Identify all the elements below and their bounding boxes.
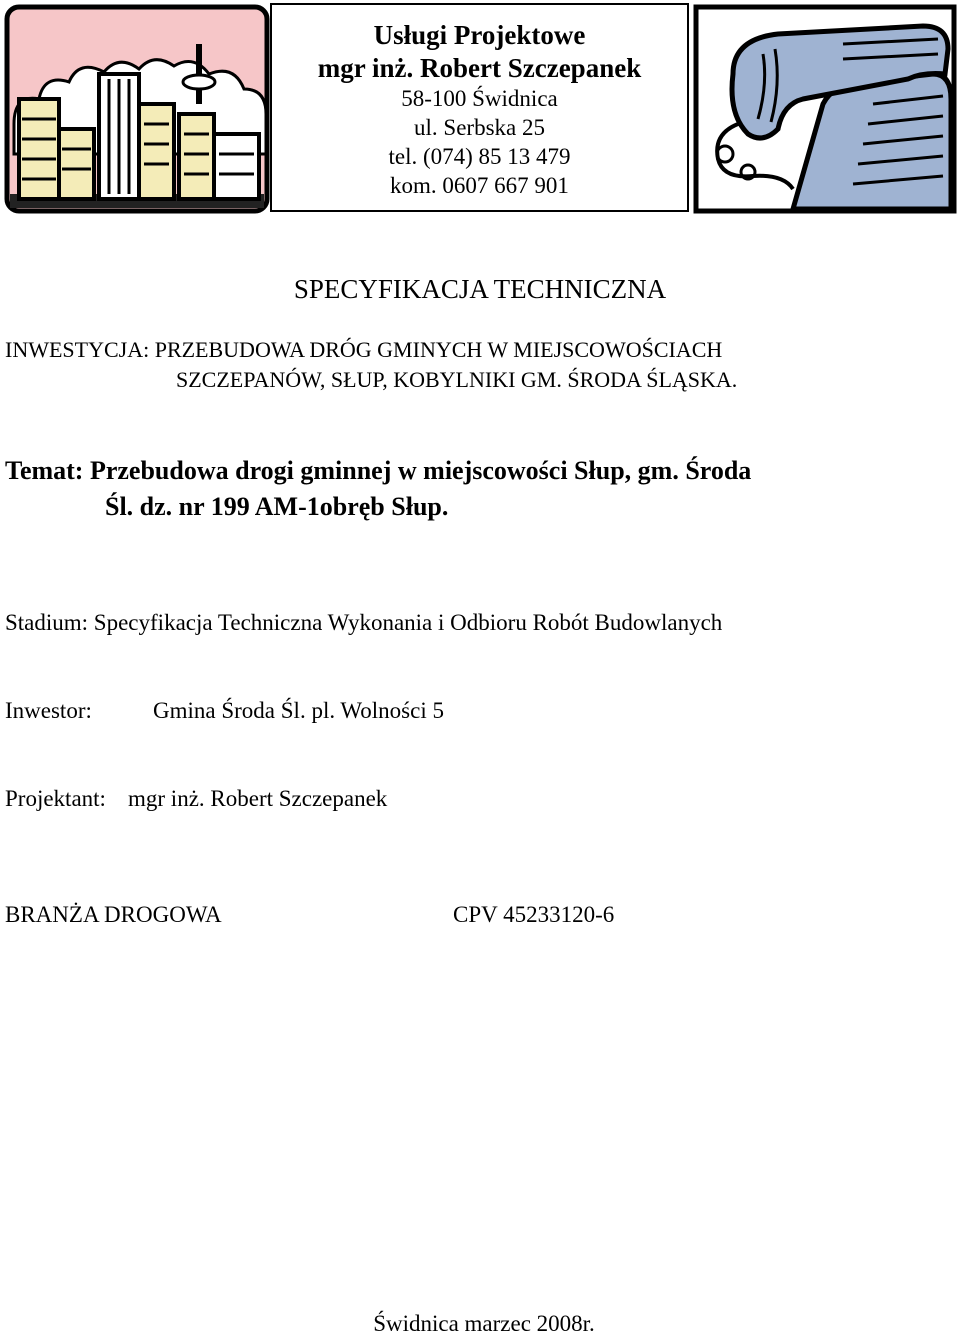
designer-label: Projektant: <box>5 786 106 811</box>
topic-line-1: Temat: Przebudowa drogi gminnej w miejscowości Słup, gm. Środa <box>5 456 752 485</box>
designer-value: mgr inż. Robert Szczepanek <box>128 786 388 811</box>
company-owner: mgr inż. Robert Szczepanek <box>317 53 642 83</box>
stadium-text: Stadium: Specyfikacja Techniczna Wykonania i Odbioru Robót Budowlanych <box>5 610 723 635</box>
company-name: Usługi Projektowe <box>373 20 586 50</box>
investor-value: Gmina Środa Śl. pl. Wolności 5 <box>153 698 444 723</box>
investor-label: Inwestor: <box>5 698 92 723</box>
company-street: ul. Serbska 25 <box>414 115 545 140</box>
company-header-box <box>270 3 689 212</box>
footer-place-date: Świdnica marzec 2008r. <box>373 1311 595 1336</box>
investment-line-2: SZCZEPANÓW, SŁUP, KOBYLNIKI GM. ŚRODA ŚLĄSKA. <box>176 367 738 392</box>
cpv-code: CPV 45233120-6 <box>453 902 615 927</box>
company-city: 58-100 Świdnica <box>401 86 558 111</box>
telephone-icon <box>693 4 957 214</box>
branch-text: BRANŻA DROGOWA <box>5 902 222 927</box>
topic-line-2: Śl. dz. nr 199 AM-1obręb Słup. <box>105 492 449 521</box>
document-title: SPECYFIKACJA TECHNICZNA <box>293 274 667 304</box>
city-skyline-icon <box>4 4 270 214</box>
company-mobile: kom. 0607 667 901 <box>390 173 569 198</box>
company-phone: tel. (074) 85 13 479 <box>388 144 571 169</box>
investment-line-1: INWESTYCJA: PRZEBUDOWA DRÓG GMINYCH W MIEJSCOWOŚCIACH <box>5 337 723 362</box>
